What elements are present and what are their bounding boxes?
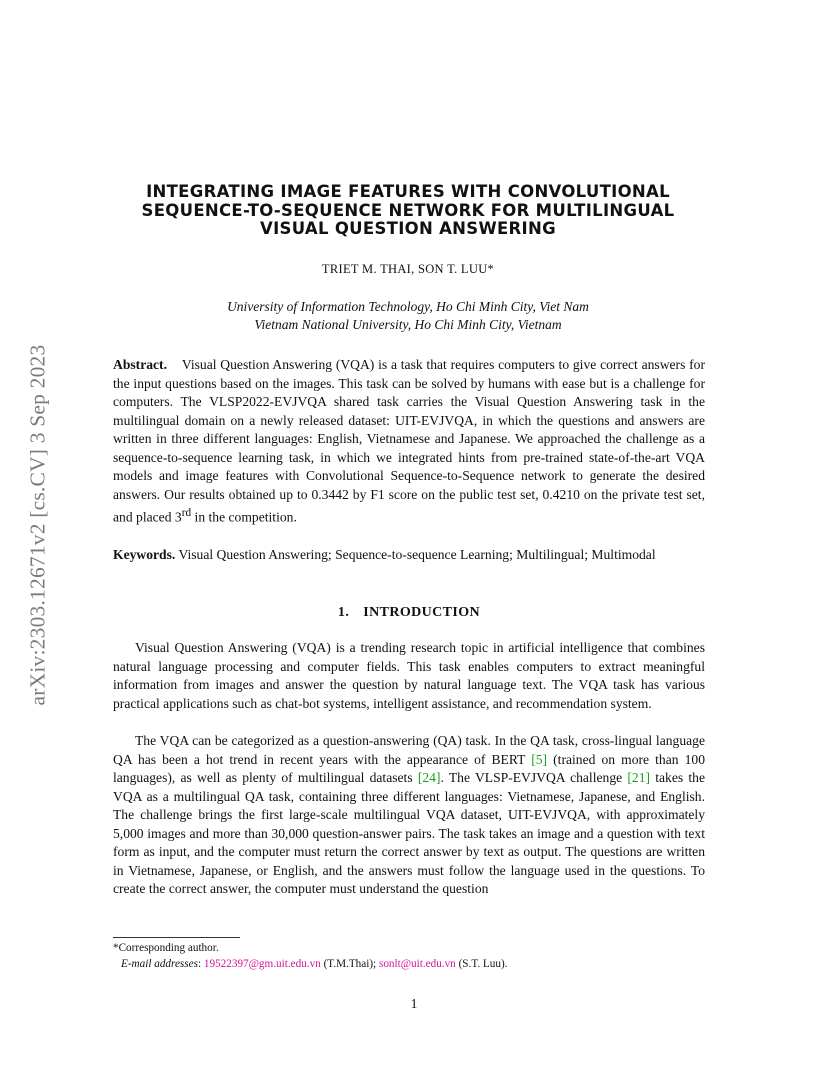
abstract-label: Abstract. [113,357,167,372]
title-line-1: INTEGRATING IMAGE FEATURES WITH CONVOLUTIONAL [146,182,670,201]
paper-title [100,183,716,239]
affiliation-1: University of Information Technology, Ho Chi Minh City, Viet Nam [227,299,589,314]
citation-link-21[interactable]: [21] [627,770,651,785]
footnote-emails: E-mail addresses: 19522397@gm.uit.edu.vn (T.M.Thai); sonlt@uit.edu.vn (S.T. Luu). [121,958,508,970]
intro-p2-text-4: takes the VQA as a multilingual QA task, containing three different languages: Vietnamese, Japanese, and English. The challenge brings the first large-scale multilingual VQA dataset, UIT-EVJVQA, with approximately 5,000 images and more than 30,000 question-answer pairs. The task takes an image and a question with text form as input, and the computer must return the correct answer by text as output. The questions are written in Vietnamese, Japanese, or English, and the answers must follow the language used in the questions. To create the correct answer, the computer must understand the question [113,770,706,896]
keywords [113,546,705,565]
email-link-thai[interactable]: 19522397@gm.uit.edu.vn [203,958,321,970]
keywords-label: Keywords. [113,547,176,562]
intro-p2-text-3: . The VLSP-EVJVQA challenge [440,770,628,785]
section-heading [113,605,705,621]
title-line-2: SEQUENCE-TO-SEQUENCE NETWORK FOR MULTILINGUAL [141,200,675,220]
author-list: TRIET M. THAI, SON T. LUU* [321,262,495,276]
footnote-divider [113,937,240,938]
affiliation-2: Vietnam National University, Ho Chi Minh City, Vietnam [254,317,562,332]
email-link-luu[interactable]: sonlt@uit.edu.vn [378,958,456,970]
email-label: E-mail addresses [121,958,198,970]
title-line-3: VISUAL QUESTION ANSWERING [260,219,556,238]
intro-paragraph-2 [113,732,705,899]
citation-link-5[interactable]: [5] [531,751,548,767]
section-title: INTRODUCTION [363,605,481,620]
email-name-thai: (T.M.Thai); [320,958,379,970]
email-name-luu: (S.T. Luu). [455,958,508,970]
citation-link-24[interactable]: [24] [417,770,441,785]
arxiv-identifier-text: arXiv:2303.12671v2 [cs.CV] 3 Sep 2023 [25,344,50,706]
affiliations [100,298,716,334]
keywords-text: Visual Question Answering; Sequence-to-sequence Learning; Multilingual; Multimodal [178,547,656,562]
abstract-text-end: in the competition. [191,509,297,525]
intro-p2-text-2: (trained on more than 100 languages), as well as plenty of multilingual datasets [113,751,705,785]
abstract-superscript: rd [181,507,192,519]
intro-p2-text-1: The VQA can be categorized as a question-answering (QA) task. In the QA task, cross-lingual language QA has been a hot trend in recent years with the appearance of BERT [113,733,705,767]
abstract [113,356,705,527]
intro-paragraph-1: Visual Question Answering (VQA) is a trending research topic in artificial intelligence that combines natural language processing and computer fields. This task enables computers to extract meaningful information from images and answer the question by natural language text. The VQA task has various practical applications such as chat-bot systems, intelligent assistance, and recommendation system. [113,640,705,711]
section-number: 1. [337,605,350,620]
page-number: 1 [410,996,418,1011]
arxiv-side-identifier [20,290,56,760]
footnote-corresponding: *Corresponding author. [113,942,219,954]
abstract-text: Visual Question Answering (VQA) is a task that requires computers to give correct answers for the input questions based on the images. This task can be solved by humans with ease but is a challenge for computers. The VLSP2022-EVJVQA shared task carries the Visual Question Answering task in the multilingual domain on a newly released dataset: UIT-EVJVQA, in which the questions and answers are written in three different languages: English, Vietnamese and Japanese. We approached the challenge as a sequence-to-sequence learning task, in which we integrated hints from pre-trained state-of-the-art VQA models and image features with Convolutional Sequence-to-Sequence network to generate the desired answers. Our results obtained up to 0.3442 by F1 score on the public test set, 0.4210 on the private test set, and placed 3 [113,357,705,525]
